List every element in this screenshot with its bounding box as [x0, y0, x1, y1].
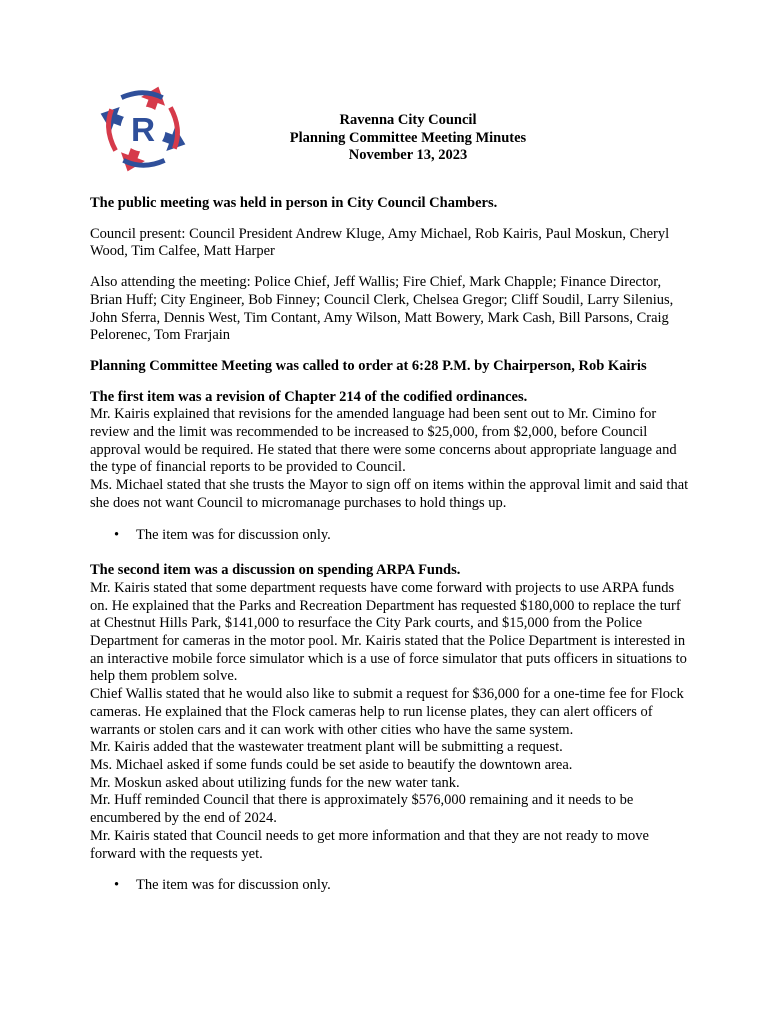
item-2-paragraph: Mr. Huff reminded Council that there is approximately $576,000 remaining and it needs to be encumbered by the end of 2024.: [90, 792, 634, 827]
item-1-paragraph: Ms. Michael stated that she trusts the Mayor to sign off on items within the approval limit and said that she does not want Council to micromanage purchases to hold things up.: [90, 477, 689, 511]
intro-statement: The public meeting was held in person in City Council Chambers.: [90, 195, 498, 211]
bullet-text: The item was for discussion only.: [136, 526, 331, 543]
item-2-paragraph: Chief Wallis stated that he would also like to submit a request for $36,000 for a one-time fee for Flock cameras. He explained that the Flock cameras help to run license plates, they can alert officers of warrants or stolen cars and it can work with other cities who have the same system.: [90, 686, 684, 738]
item-1-heading: The first item was a revision of Chapter 214 of the codified ordinances.: [90, 388, 528, 405]
item-2-heading: The second item was a discussion on spending ARPA Funds.: [90, 562, 461, 579]
call-to-order: Planning Committee Meeting was called to order at 6:28 P.M. by Chairperson, Rob Kairis: [90, 357, 647, 374]
bullet-icon: •: [114, 526, 120, 543]
item-2-paragraph: Mr. Kairis stated that some department requests have come forward with projects to use ARPA funds on. He explained that the Parks and Recreation Department has requested $180,000 to replace the turf at Chestnut Hills Park, $141,000 to resurface the City Park courts, and $15,000 from the Police Department for cameras in the motor pool. Mr. Kairis stated that the Police Department is interested in an interactive mobile force simulator which is a use of force simulator that puts officers in situations to help them problem solve.: [90, 579, 687, 685]
bullet-icon: •: [114, 877, 120, 894]
item-2-section: [90, 562, 690, 895]
council-present: Council present: Council President Andrew Kluge, Amy Michael, Rob Kairis, Paul Moskun, Cheryl Wood, Tim Calfee, Matt Harper: [90, 225, 670, 260]
item-2-paragraph: Mr. Kairis stated that Council needs to get more information and that they are not ready to move forward with the requests yet.: [90, 827, 649, 862]
item-2-paragraph: Mr. Moskun asked about utilizing funds for the new water tank.: [90, 774, 460, 791]
logo-letter: R: [130, 111, 156, 149]
also-attending: Also attending the meeting: Police Chief, Jeff Wallis; Fire Chief, Mark Chapple; Finance Director, Brian Huff; City Engineer, Bob Finney; Council Clerk, Chelsea Gregor; Cliff Soudil, Larry Silenius, John Sferra, Dennis West, Tim Contant, Amy Wilson, Matt Bowery, Mark Cash, Bill Parsons, Craig Pelorenec, Tom Frarjain: [90, 274, 674, 344]
header-subtitle: Planning Committee Meeting Minutes: [289, 129, 527, 146]
item-2-bullet: [90, 877, 690, 895]
item-2-paragraph: Mr. Kairis added that the wastewater treatment plant will be submitting a request.: [90, 739, 563, 756]
header-date: November 13, 2023: [348, 147, 468, 163]
item-1-paragraph: Mr. Kairis explained that revisions for the amended language had been sent out to Mr. Cimino for review and the limit was recommended to be increased to $25,000, from $2,000, before Council approval would be required. He stated that there were some concerns about appropriate language and the type of financial reports to be provided to Council.: [90, 406, 677, 476]
header-title: Ravenna City Council: [339, 112, 477, 128]
bullet-text: The item was for discussion only.: [136, 877, 331, 894]
document-header: [200, 112, 616, 165]
ravenna-logo: [94, 80, 192, 178]
item-2-paragraph: Ms. Michael asked if some funds could be set aside to beautify the downtown area.: [90, 756, 573, 773]
item-1-section: [90, 389, 690, 545]
minutes-body: [90, 195, 690, 913]
item-1-bullet: [90, 527, 690, 545]
